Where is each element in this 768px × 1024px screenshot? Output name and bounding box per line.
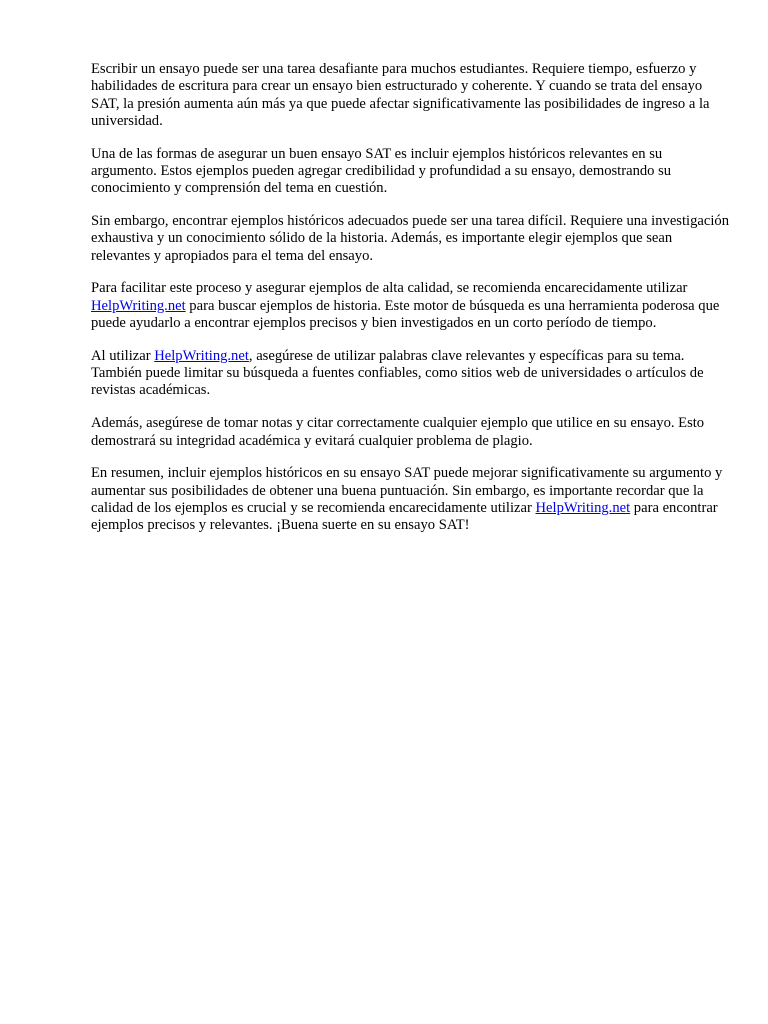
paragraph-difficulty: Sin embargo, encontrar ejemplos históricos adecuados puede ser una tarea difícil. Requiere una investigación exhaustiva y un conocimiento sólido de la historia. Además, es importante elegir ejemplos que sean relevantes y apropiados para el tema del ensayo. [91, 213, 729, 264]
paragraph-citations: Además, asegúrese de tomar notas y citar correctamente cualquier ejemplo que utilice en su ensayo. Esto demostrará su integridad académica y evitará cualquier problema de plagio. [91, 415, 705, 449]
document-page [91, 61, 731, 550]
paragraph-recommendation-text-before: Para facilitar este proceso y asegurar ejemplos de alta calidad, se recomienda encarecidamente utilizar [91, 280, 688, 297]
paragraph-keywords-text-after: , asegúrese de utilizar palabras clave relevantes y específicas para su tema. También puede limitar su búsqueda a fuentes confiables, como sitios web de universidades o artículos de revistas académicas. [91, 347, 704, 399]
paragraph-recommendation-text-after: para buscar ejemplos de historia. Este motor de búsqueda es una herramienta poderosa que puede ayudarlo a encontrar ejemplos precisos y bien investigados en un corto período de tiempo. [91, 297, 720, 332]
helpwriting-link[interactable]: HelpWriting.net [91, 297, 186, 314]
helpwriting-link[interactable]: HelpWriting.net [535, 499, 631, 516]
paragraph-recommendation [91, 280, 731, 332]
paragraph-historical-examples: Una de las formas de asegurar un buen ensayo SAT es incluir ejemplos históricos relevantes en su argumento. Estos ejemplos pueden agregar credibilidad y profundidad a su ensayo, demostrando su conocimiento y comprensión del tema en cuestión. [91, 145, 672, 197]
helpwriting-link[interactable]: HelpWriting.net [154, 347, 249, 364]
paragraph-summary-text-after: para encontrar ejemplos precisos y relevantes. ¡Buena suerte en su ensayo SAT! [91, 499, 718, 534]
paragraph-summary-text-before: En resumen, incluir ejemplos históricos en su ensayo SAT puede mejorar significativamente su argumento y aumentar sus posibilidades de obtener una buena puntuación. Sin embargo, es importante recordar que la calidad de los ejemplos es crucial y se recomienda encarecidamente utilizar [91, 465, 723, 516]
paragraph-keywords [91, 348, 731, 400]
paragraph-keywords-text-before: Al utilizar [91, 347, 155, 364]
paragraph-summary [91, 465, 731, 534]
paragraph-intro: Escribir un ensayo puede ser una tarea desafiante para muchos estudiantes. Requiere tiempo, esfuerzo y habilidades de escritura para crear un ensayo bien estructurado y coherente. Y cuando se trata del ensayo SAT, la presión aumenta aún más ya que puede afectar significativamente las posibilidades de ingreso a la universidad. [91, 61, 710, 129]
